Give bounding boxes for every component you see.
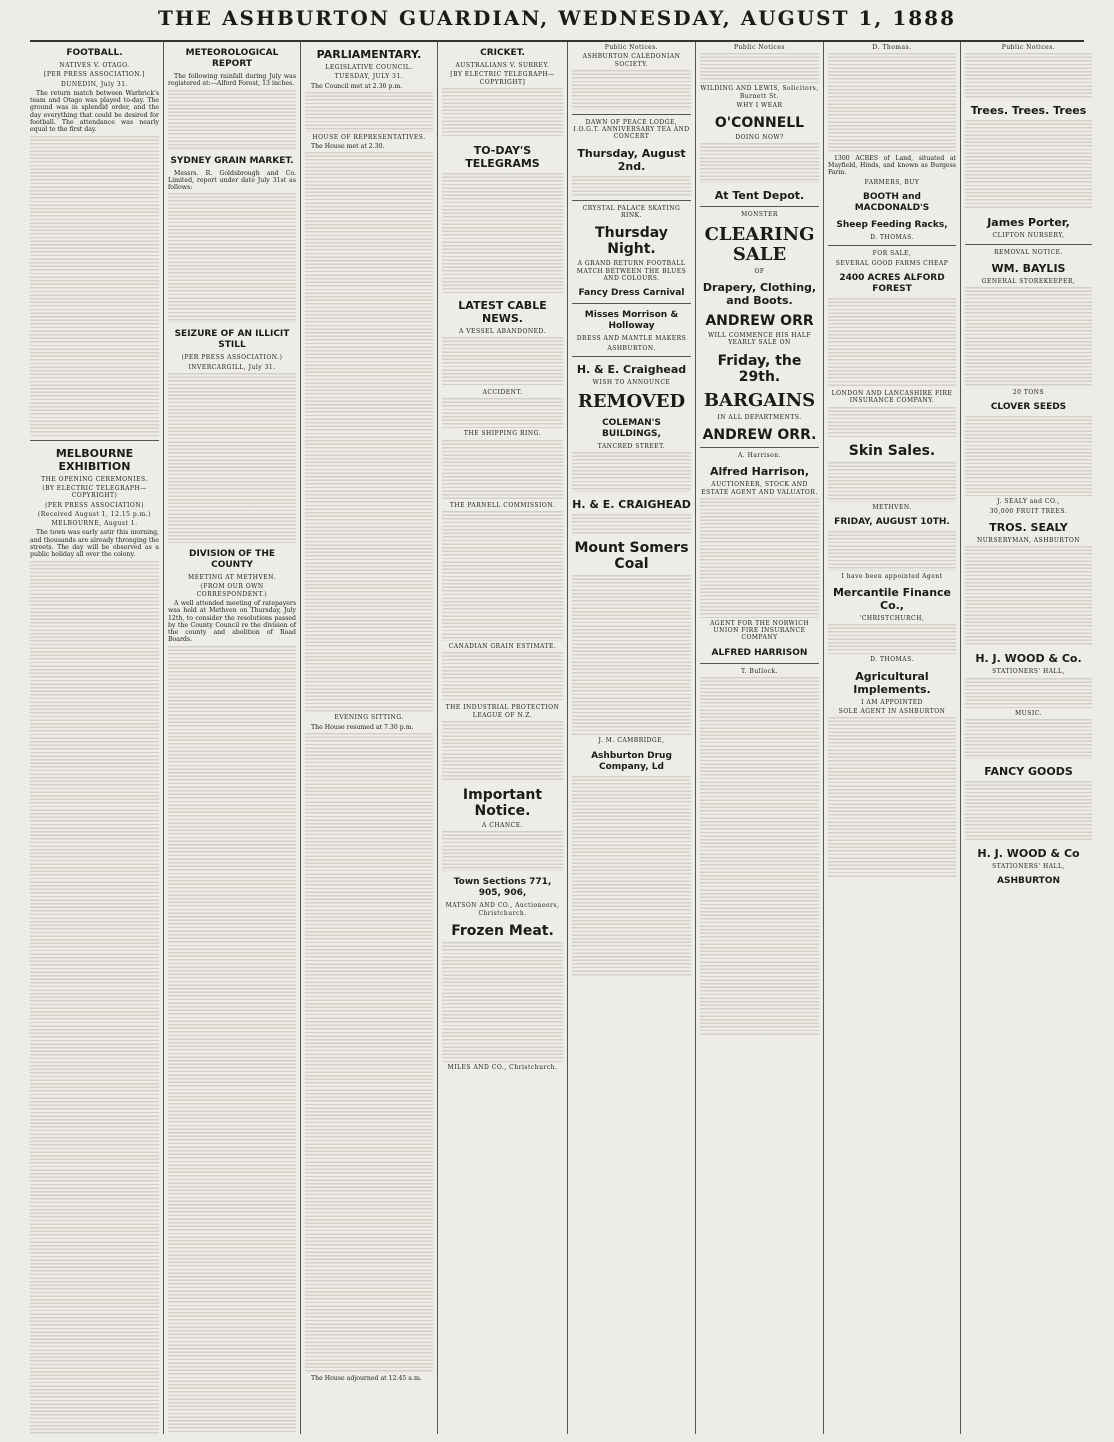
oconnell-heading: O'CONNELL (714, 115, 805, 132)
accident-subhead: ACCIDENT. (482, 389, 523, 397)
alfred-harrison-heading: Alfred Harrison, (709, 465, 810, 479)
half-yearly-line: WILL COMMENCE HIS HALF YEARLY SALE ON (707, 332, 812, 347)
text-block (965, 416, 1092, 496)
trees-heading: Trees. Trees. Trees (970, 104, 1087, 118)
public-notices-label: Public Notices. (1001, 44, 1056, 51)
text-block (305, 92, 433, 132)
sealy-heading: TROS. SEALY (989, 521, 1068, 535)
division-article: A well attended meeting of ratepayers was held at Methven on Thursday, July 12th, to consider the resolutions passed by the County Council re the division of the county and abolition of Road Boards. (168, 599, 296, 644)
rainfall-text: The following rainfall during July was registered at:—Alford Forest, 13 inches. (168, 73, 296, 88)
newspaper-title: THE ASHBURTON GUARDIAN, WEDNESDAY, AUGUST 1, 1888 (158, 6, 956, 30)
column-3 (300, 42, 437, 1434)
clifton-line: CLIFTON NURSERY, (992, 232, 1065, 240)
clearing-sale-heading: CLEARING SALE (704, 223, 815, 265)
dateline: TUESDAY, JULY 31. (334, 73, 404, 81)
football-subhead: NATIVES V. OTAGO. (59, 62, 130, 69)
football-heading: FOOTBALL. (66, 48, 123, 58)
drapery-heading: Drapery, Clothing, and Boots. (702, 281, 817, 308)
divider (572, 114, 691, 115)
sheep-racks-heading: Sheep Feeding Racks, (836, 220, 948, 231)
public-notices-label: Public Notices (733, 44, 786, 51)
auctioneer-line: AUCTIONEER, STOCK AND ESTATE AGENT AND VALUATOR. (701, 481, 818, 496)
column-6 (695, 42, 823, 1434)
nurseryman-line: NURSERYMAN, ASHBURTON (977, 537, 1080, 545)
text-block (442, 337, 563, 387)
drug-company-heading: Ashburton Drug Company, Ld (591, 750, 672, 772)
text-block (965, 678, 1092, 708)
text-block (305, 152, 433, 712)
sealy-line: J. SEALY and CO., (997, 498, 1060, 506)
text-block (442, 721, 563, 781)
monster-line: MONSTER (741, 211, 778, 219)
text-block (168, 193, 296, 323)
division-subhead: MEETING AT METHVEN. (188, 574, 276, 582)
text-block (828, 717, 956, 877)
divider (965, 244, 1092, 245)
parliamentary-heading: PARLIAMENTARY. (316, 48, 422, 61)
tancred-line: TANCRED STREET. (597, 443, 666, 451)
text-block (30, 136, 159, 436)
appointed-line: I have been appointed Agent (841, 572, 943, 580)
text-block (828, 298, 956, 388)
football-match-line: A GRAND RETURN FOOTBALL MATCH BETWEEN THE BLUES AND COLOURS. (576, 260, 687, 282)
divider (572, 303, 691, 304)
removal-line: REMOVAL NOTICE. (994, 248, 1063, 256)
text-block (572, 575, 691, 735)
baylis-heading: WM. BAYLIS (991, 261, 1066, 275)
miles-line: MILES AND CO., Christchurch. (447, 1063, 558, 1071)
correspondent-line: (FROM OUR OWN CORRESPONDENT.) (196, 583, 268, 598)
column-2 (163, 42, 300, 1434)
cable-news-heading: LATEST CABLE NEWS. (458, 298, 547, 325)
text-block (30, 561, 159, 1434)
meteorological-heading: METEOROLOGICAL REPORT (185, 48, 279, 69)
booth-macdonald-heading: BOOTH and MACDONALD'S (854, 192, 930, 214)
vessel-subhead: A VESSEL ABANDONED. (458, 327, 547, 335)
text-block (442, 942, 563, 1062)
text-block (442, 652, 563, 702)
alfred-harrison-signature: ALFRED HARRISON (711, 647, 808, 658)
carnival-heading: Fancy Dress Carnival (578, 288, 685, 299)
text-block (828, 531, 956, 571)
announce-line: WISH TO ANNOUNCE (592, 378, 671, 386)
norwich-line: AGENT FOR THE NORWICH UNION FIRE INSURANCE COMPANY (709, 619, 810, 642)
fancy-goods-heading: FANCY GOODS (984, 764, 1073, 778)
friday-29th-heading: Friday, the 29th. (717, 352, 802, 385)
press-line: (PER PRESS ASSOCIATION) (45, 501, 144, 509)
methven-line: METHVEN. (872, 503, 912, 511)
text-block (965, 53, 1092, 98)
shipping-subhead: THE SHIPPING RING. (463, 430, 542, 438)
text-block (442, 398, 563, 428)
council-text: The Council met at 2.30 p.m. (311, 82, 403, 90)
agricultural-heading: Agricultural Implements. (853, 669, 931, 696)
andrew-orr-signature: ANDREW ORR. (702, 426, 817, 443)
frozen-meat-heading: Frozen Meat. (451, 922, 554, 939)
james-porter-heading: James Porter, (987, 216, 1070, 230)
sole-agent-line: SOLE AGENT IN ASHBURTON (838, 708, 946, 716)
divider (828, 245, 956, 246)
ashburton-footer: ASHBURTON (997, 876, 1060, 887)
text-block (700, 498, 819, 618)
text-block (442, 173, 563, 293)
public-notices-label: Public Notices. (604, 44, 659, 51)
council-subhead: LEGISLATIVE COUNCIL. (325, 64, 413, 71)
morrison-holloway-heading: Misses Morrison & Holloway (584, 310, 679, 332)
text-block (442, 511, 563, 641)
harrison-label: A. Harrison. (737, 451, 782, 459)
wood-heading: H. J. WOOD & Co. (975, 652, 1082, 666)
text-block (442, 440, 563, 500)
skating-rink-heading: CRYSTAL PALACE SKATING RINK. (582, 204, 681, 220)
acres-2400-heading: 2400 ACRES ALFORD FOREST (839, 272, 945, 294)
football-article: The return match between Warbrick's team and Otago was played to-day. The ground was in splendid order, and the day everything that could be desired for football. The attendance was nearly equal to the first day. (30, 89, 159, 134)
of-line: OF (754, 267, 765, 275)
copyright-line: [BY ELECTRIC TELEGRAPH—COPYRIGHT] (450, 71, 555, 86)
text-block (828, 53, 956, 153)
farmers-buy-line: FARMERS, BUY (864, 178, 920, 186)
text-block (442, 831, 563, 871)
wood-heading-2: H. J. WOOD & Co (977, 846, 1080, 860)
dateline: DUNEDIN, July 31. (61, 80, 128, 88)
dressmakers-line: DRESS AND MANTLE MAKERS (576, 335, 687, 343)
text-block (572, 70, 691, 110)
melbourne-dateline: MELBOURNE, August 1. (51, 520, 138, 528)
christchurch-line: 'CHRISTCHURCH, (859, 615, 925, 623)
mount-somers-heading: Mount Somers Coal (574, 540, 689, 573)
press-line: (PER PRESS ASSOCIATION.) (181, 354, 283, 362)
grain-subhead: CANADIAN GRAIN ESTIMATE. (448, 643, 557, 651)
text-block (828, 407, 956, 437)
andrew-orr-heading: ANDREW ORR (705, 313, 814, 330)
text-block (305, 733, 433, 1373)
text-block (572, 776, 691, 976)
divider (572, 356, 691, 357)
text-block (700, 677, 819, 1037)
parnell-subhead: THE PARNELL COMMISSION. (449, 501, 556, 509)
storekeeper-line: GENERAL STOREKEEPER, (981, 277, 1076, 285)
cricket-subhead: AUSTRALIANS V. SURREY. (455, 62, 550, 69)
doing-now-line: DOING NOW? (735, 134, 784, 142)
column-8 (960, 42, 1096, 1434)
why-i-wear-line: WHY I WEAR (736, 101, 783, 109)
telegrams-heading: TO-DAY'S TELEGRAMS (465, 143, 540, 170)
exhibition-heading: MELBOURNE EXHIBITION (55, 446, 134, 473)
text-block (965, 719, 1092, 759)
friday-august-heading: FRIDAY, AUGUST 10TH. (834, 516, 950, 527)
mercantile-heading: Mercantile Finance Co., (832, 586, 952, 613)
august-2nd-heading: Thursday, August 2nd. (577, 146, 686, 173)
bullock-label: T. Bullock. (740, 667, 779, 675)
text-block (965, 120, 1092, 210)
dateline: INVERCARGILL, July 31. (188, 363, 276, 371)
solicitors-line: WILDING AND LEWIS, Solicitors, Burnett St. (700, 85, 819, 100)
text-block (442, 88, 563, 138)
copyright-line: (BY ELECTRIC TELEGRAPH—COPYRIGHT) (42, 484, 147, 500)
received-line: (Received August 1, 12.15 p.m.) (37, 510, 152, 518)
skin-sales-heading: Skin Sales. (848, 442, 936, 459)
thomas-signature: D. THOMAS. (870, 234, 914, 242)
text-block (572, 514, 691, 534)
bargains-heading: BARGAINS (703, 389, 816, 411)
stationers-line: STATIONERS' HALL, (992, 668, 1065, 676)
league-subhead: THE INDUSTRIAL PROTECTION LEAGUE OF N.Z. (445, 704, 560, 719)
clover-heading: CLOVER SEEDS (990, 402, 1067, 413)
fruit-trees-line: 30,000 FRUIT TREES. (989, 507, 1068, 515)
appointed-2: I AM APPOINTED (861, 698, 923, 706)
text-block (700, 53, 819, 83)
important-notice-heading: Important Notice. (462, 786, 543, 819)
text-block (572, 176, 691, 196)
masthead (0, 0, 1114, 40)
ashburton-line: ASHBURTON. (607, 344, 656, 352)
caledonian-heading: ASHBURTON CALEDONIAN SOCIETY. (582, 53, 681, 68)
land-1300-text: 1300 ACRES of Land, situated at Mayfield, Hinds, and known as Burgess Farm. (828, 154, 956, 177)
tent-depot-heading: At Tent Depot. (714, 189, 805, 203)
house-text: The House met at 2.30. (311, 143, 385, 151)
thomas-label: D. Thomas. (872, 44, 912, 51)
stationers-line-2: STATIONERS' HALL, (992, 862, 1065, 870)
divider (30, 440, 159, 441)
craighead-tailors-heading: H. & E. CRAIGHEAD (572, 498, 691, 512)
division-heading: DIVISION OF THE COUNTY (188, 549, 276, 571)
text-block (828, 624, 956, 654)
exhibition-subhead: THE OPENING CEREMONIES. (41, 475, 148, 483)
text-block (828, 462, 956, 502)
insurance-line: LONDON AND LANCASHIRE FIRE INSURANCE COMPANY. (831, 389, 953, 405)
column-1 (26, 42, 163, 1434)
town-sections-heading: Town Sections 771, 905, 906, (453, 877, 552, 899)
evening-subhead: EVENING SITTING. (334, 714, 404, 722)
buildings-line: COLEMAN'S BUILDINGS, (602, 418, 661, 440)
music-line: MUSIC. (1015, 709, 1042, 717)
lodge-heading: DAWN OF PEACE LODGE, I.O.G.T. ANNIVERSARY TEA AND CONCERT (573, 118, 690, 141)
grain-market-heading: SYDNEY GRAIN MARKET. (170, 155, 294, 166)
text-block (965, 546, 1092, 646)
matson-line: MATSON AND CO., Auctioneers, Christchurch. (445, 902, 560, 917)
farms-cheap-line: SEVERAL GOOD FARMS CHEAP (835, 259, 949, 267)
divider (700, 447, 819, 448)
text-block (168, 646, 296, 1434)
tons-line: 20 TONS (1012, 389, 1045, 397)
removed-heading: REMOVED (577, 391, 686, 413)
column-7 (823, 42, 960, 1434)
illicit-still-heading: SEIZURE OF AN ILLICIT STILL (174, 329, 290, 351)
text-block (700, 143, 819, 183)
thomas-signature-2: D. THOMAS. (870, 656, 914, 664)
text-block (965, 287, 1092, 387)
craighead-heading: H. & E. Craighead (576, 362, 687, 376)
chance-subhead: A CHANCE. (481, 821, 524, 829)
thursday-night-heading: Thursday Night. (595, 225, 668, 258)
press-association-line: [PER PRESS ASSOCIATION.] (44, 71, 145, 79)
grain-market-text: Messrs. R. Goldsbrough and Co. Limited, report under date July 31st as follows: (168, 169, 296, 192)
text-block (965, 781, 1092, 841)
for-sale-line: FOR SALE, (872, 250, 912, 258)
divider (700, 663, 819, 664)
text-block (168, 90, 296, 150)
cricket-heading: CRICKET. (480, 48, 525, 58)
divider (700, 206, 819, 207)
adjourn-text: The House adjourned at 12.45 a.m. (311, 1374, 422, 1382)
departments-line: IN ALL DEPARTMENTS. (717, 413, 802, 421)
column-5 (567, 42, 695, 1434)
cambridge-line: J. M. CAMBRIDGE, (598, 737, 665, 745)
column-4 (437, 42, 567, 1434)
text-block (168, 373, 296, 543)
text-block (572, 452, 691, 492)
house-subhead: HOUSE OF REPRESENTATIVES. (312, 133, 426, 141)
exhibition-article: The town was early astir this morning, and thousands are already thronging the streets. The day will be observed as a public holiday all over the colony. (30, 529, 159, 559)
evening-text: The House resumed at 7.30 p.m. (311, 723, 414, 731)
divider (572, 200, 691, 201)
